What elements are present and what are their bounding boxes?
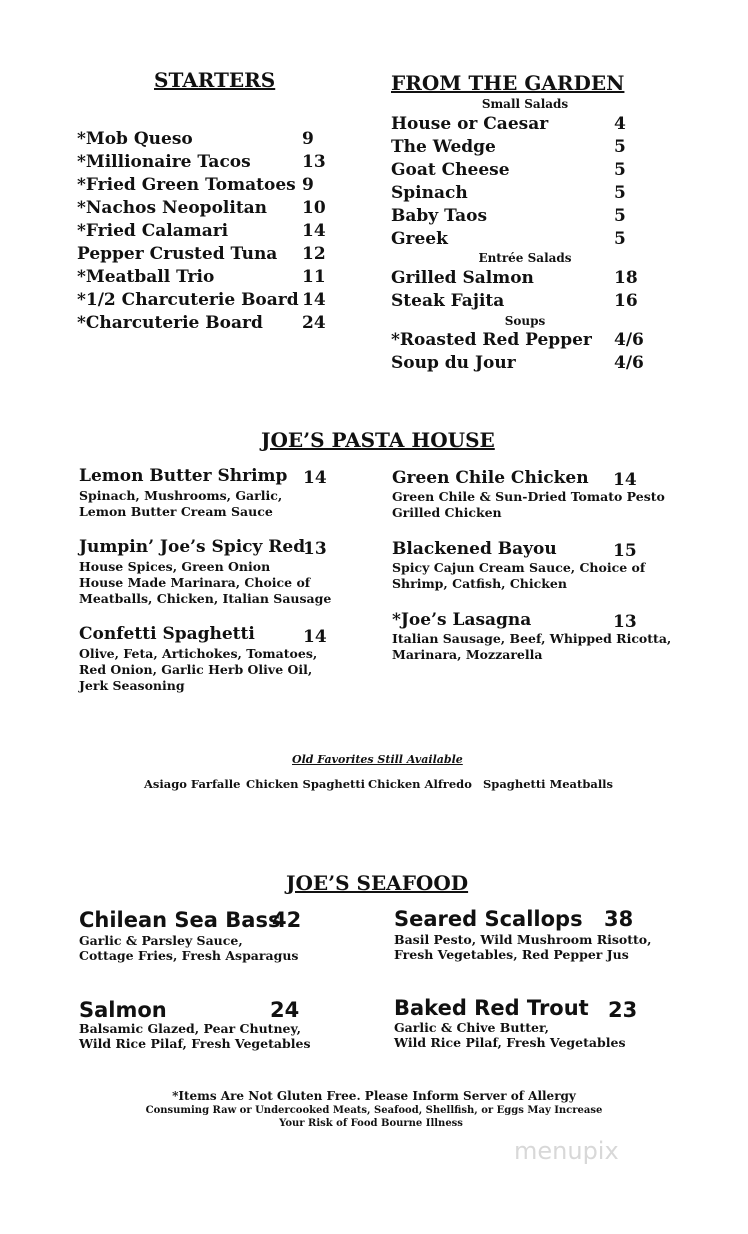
menu-item-price: 24 <box>270 998 300 1022</box>
item-name: The Wedge <box>391 137 496 157</box>
item-name: Baby Taos <box>391 206 488 226</box>
item-name: *Fried Green Tomatoes <box>77 175 296 195</box>
item-price: 4/6 <box>614 330 644 350</box>
gluten-notice: *Items Are Not Gluten Free. Please Inform Server of Allergy <box>172 1089 576 1103</box>
list-item <box>391 206 626 226</box>
menu-item-price: 13 <box>303 539 327 559</box>
list-item: Asiago Farfalle <box>144 777 241 791</box>
list-item <box>77 129 314 149</box>
menu-item-price: 42 <box>272 908 302 932</box>
list-item <box>77 175 314 195</box>
item-price: 4/6 <box>614 353 644 373</box>
list-item <box>391 160 626 180</box>
menu-item-price: 14 <box>303 468 327 488</box>
menu-item-name: *Joe’s Lasagna <box>392 610 532 630</box>
item-price: 5 <box>614 160 626 180</box>
menu-item-name: Seared Scallops <box>394 907 583 931</box>
item-price: 24 <box>302 313 326 333</box>
item-name: *Roasted Red Pepper <box>391 330 592 350</box>
menu-item-name: Confetti Spaghetti <box>79 624 255 644</box>
item-price: 12 <box>302 244 326 264</box>
item-price: 9 <box>302 129 314 149</box>
item-name: House or Caesar <box>391 114 549 134</box>
item-name: Greek <box>391 229 448 249</box>
list-item <box>391 229 626 249</box>
menu-item-desc: Garlic & Parsley Sauce, Cottage Fries, Fresh Asparagus <box>79 933 299 963</box>
list-item <box>391 183 626 203</box>
menu-item-desc: Garlic & Chive Butter, Wild Rice Pilaf, Fresh Vegetables <box>394 1020 626 1050</box>
menu-item-price: 15 <box>613 541 637 561</box>
menu-item-name: Lemon Butter Shrimp <box>79 466 288 486</box>
item-price: 16 <box>614 291 638 311</box>
item-price: 18 <box>614 268 638 288</box>
item-price: 10 <box>302 198 326 218</box>
menu-item-desc: Italian Sausage, Beef, Whipped Ricotta, Marinara, Mozzarella <box>392 631 672 662</box>
raw-food-warning-line2: Your Risk of Food Bourne Illness <box>279 1118 463 1129</box>
menu-item-desc: House Spices, Green Onion House Made Marinara, Choice of Meatballs, Chicken, Italian Sausage <box>79 559 332 606</box>
menu-item-name: Blackened Bayou <box>392 539 557 559</box>
item-name: *Charcuterie Board <box>77 313 263 333</box>
favorites-heading: Old Favorites Still Available <box>292 753 463 766</box>
item-name: *Mob Queso <box>77 129 193 149</box>
item-price: 5 <box>614 137 626 157</box>
item-price: 14 <box>302 221 326 241</box>
menu-item-desc: Spicy Cajun Cream Sauce, Choice of Shrimp, Catfish, Chicken <box>392 560 646 591</box>
item-name: *Nachos Neopolitan <box>77 198 268 218</box>
item-price: 11 <box>302 267 326 287</box>
garden-heading: FROM THE GARDEN <box>391 71 625 95</box>
list-item <box>391 353 644 373</box>
list-item <box>391 268 638 288</box>
menu-item-name: Green Chile Chicken <box>392 468 589 488</box>
menupix-watermark: menupix <box>514 1137 619 1165</box>
item-name: *Meatball Trio <box>77 267 215 287</box>
list-item <box>391 330 644 350</box>
list-item <box>391 291 638 311</box>
list-item <box>77 152 326 172</box>
menu-item-desc: Green Chile & Sun-Dried Tomato Pesto Grilled Chicken <box>392 489 665 520</box>
menu-item-price: 14 <box>613 470 637 490</box>
menu-item-price: 14 <box>303 627 327 647</box>
menu-item-name: Chilean Sea Bass <box>79 908 281 932</box>
item-name: Steak Fajita <box>391 291 505 311</box>
item-price: 5 <box>614 229 626 249</box>
menu-item-price: 23 <box>608 998 638 1022</box>
menu-item-desc: Balsamic Glazed, Pear Chutney, Wild Rice Pilaf, Fresh Vegetables <box>79 1021 311 1051</box>
item-price: 4 <box>614 114 626 134</box>
menu-item-name: Baked Red Trout <box>394 996 589 1020</box>
pasta-heading: JOE’S PASTA HOUSE <box>261 428 495 452</box>
list-item: Spaghetti Meatballs <box>483 777 614 791</box>
list-item <box>77 267 326 287</box>
list-item: Chicken Alfredo <box>368 777 472 791</box>
raw-food-warning: Consuming Raw or Undercooked Meats, Seafood, Shellfish, or Eggs May Increase <box>145 1105 603 1116</box>
item-name: Soup du Jour <box>391 353 516 373</box>
item-price: 9 <box>302 175 314 195</box>
menu-item-price: 38 <box>604 907 634 931</box>
item-name: Pepper Crusted Tuna <box>77 244 278 264</box>
item-name: Grilled Salmon <box>391 268 534 288</box>
menu-item-name: Salmon <box>79 998 167 1022</box>
menu-item-name: Jumpin’ Joe’s Spicy Red <box>79 537 306 557</box>
list-item <box>77 313 326 333</box>
seafood-heading: JOE’S SEAFOOD <box>286 871 469 895</box>
item-price: 5 <box>614 206 626 226</box>
list-item <box>77 244 326 264</box>
list-item <box>77 221 326 241</box>
list-item <box>77 290 326 310</box>
list-item: Chicken Spaghetti <box>246 777 366 791</box>
item-price: 13 <box>302 152 326 172</box>
item-price: 5 <box>614 183 626 203</box>
list-item <box>391 137 626 157</box>
list-item <box>77 198 326 218</box>
item-name: Goat Cheese <box>391 160 510 180</box>
menu-item-desc: Basil Pesto, Wild Mushroom Risotto, Fresh Vegetables, Red Pepper Jus <box>394 932 652 962</box>
item-name: Spinach <box>391 183 468 203</box>
menu-item-desc: Spinach, Mushrooms, Garlic, Lemon Butter Cream Sauce <box>79 488 283 519</box>
entree-salads-label: Entrée Salads <box>478 251 572 265</box>
item-name: *1/2 Charcuterie Board <box>77 290 299 310</box>
item-name: *Fried Calamari <box>77 221 229 241</box>
starters-heading: STARTERS <box>154 68 276 92</box>
menu-item-price: 13 <box>613 612 637 632</box>
list-item <box>391 114 626 134</box>
small-salads-label: Small Salads <box>481 97 569 111</box>
soups-label: Soups <box>504 314 546 328</box>
item-name: *Millionaire Tacos <box>77 152 251 172</box>
item-price: 14 <box>302 290 326 310</box>
menu-item-desc: Olive, Feta, Artichokes, Tomatoes, Red Onion, Garlic Herb Olive Oil, Jerk Seasoning <box>79 646 318 693</box>
